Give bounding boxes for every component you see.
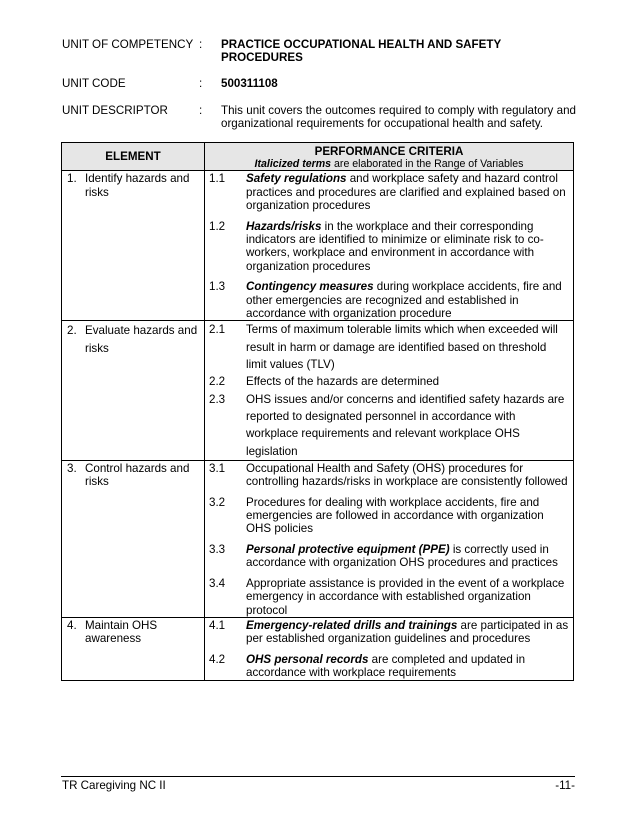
criterion-number: 3.3	[209, 542, 226, 556]
unit-code-label: UNIT CODE	[62, 77, 126, 90]
criterion-term: Contingency measures	[246, 280, 374, 294]
footer-title: TR Caregiving NC II	[62, 779, 166, 792]
criterion-text	[246, 496, 570, 536]
unit-of-competency-value: PRACTICE OCCUPATIONAL HEALTH AND SAFETY PROCEDURES	[221, 38, 501, 65]
competency-table	[61, 142, 574, 681]
element-text: Evaluate hazards and risks	[85, 324, 198, 355]
unit-code-value: 500311108	[221, 77, 278, 90]
criterion-body: Effects of the hazards are determined	[246, 375, 440, 389]
table-row	[62, 321, 574, 460]
unit-descriptor-value: This unit covers the outcomes required to comply with regulatory and organizational requirements for occupational health and safety.	[221, 104, 576, 131]
colon: :	[199, 77, 203, 90]
element-cell	[62, 460, 205, 617]
element-number: 2.	[67, 324, 77, 338]
criterion-item	[205, 653, 573, 680]
criterion-text	[246, 653, 570, 680]
element-item	[62, 171, 204, 199]
criterion-item	[205, 321, 573, 373]
criterion-text	[246, 280, 570, 320]
element-number: 4.	[67, 618, 77, 632]
colon: :	[199, 38, 203, 51]
criterion-number: 4.1	[209, 618, 226, 632]
criteria-header-title: PERFORMANCE CRITERIA	[314, 145, 464, 158]
criterion-item	[205, 618, 573, 646]
table-header-row	[62, 143, 574, 171]
criterion-body: during workplace accidents, fire and other emergencies are recognized and established in accordance with organization procedure	[246, 280, 562, 321]
criterion-term: Hazards/risks	[246, 219, 322, 233]
criterion-body: in the workplace and their corresponding indicators are identified to minimize or eliminate risk to co-workers, workplace and environment in accordance with organization procedures	[246, 219, 544, 273]
table-row	[62, 460, 574, 617]
criterion-text	[246, 220, 570, 274]
criterion-text	[246, 373, 570, 390]
unit-of-competency-label: UNIT OF COMPETENCY	[62, 38, 194, 51]
criterion-term: Safety regulations	[246, 172, 347, 186]
criterion-item	[205, 543, 573, 570]
criterion-number: 2.2	[209, 375, 226, 389]
footer-rule	[61, 776, 575, 777]
criterion-item	[205, 280, 573, 320]
criterion-body: and workplace safety and hazard control practices and procedures are clarified and explained based on organization procedures	[246, 172, 566, 213]
criteria-cell	[205, 171, 574, 321]
criterion-body: Terms of maximum tolerable limits which when exceeded will result in harm or damage are identified based on threshold limit values (TLV)	[246, 323, 558, 372]
criterion-item	[205, 577, 573, 617]
criteria-cell	[205, 460, 574, 617]
criterion-number: 2.1	[209, 323, 226, 337]
criterion-term: Personal protective equipment (PPE)	[246, 542, 450, 556]
unit-descriptor-row	[62, 104, 582, 131]
criterion-item	[205, 496, 573, 536]
element-text: Maintain OHS awareness	[85, 618, 158, 646]
criterion-item	[205, 391, 573, 460]
criteria-header-note	[205, 158, 573, 170]
table-row	[62, 617, 574, 680]
criterion-text	[246, 391, 570, 460]
criterion-body: are participated in as per established organization guidelines and procedures	[246, 618, 569, 646]
unit-descriptor-label: UNIT DESCRIPTOR	[62, 104, 168, 117]
criterion-text	[246, 619, 570, 646]
criterion-text	[246, 172, 570, 212]
criterion-text	[246, 321, 570, 373]
criterion-body: Appropriate assistance is provided in the event of a workplace emergency in accordance with established organization protocol	[246, 576, 565, 617]
element-cell	[62, 617, 205, 680]
criterion-number: 3.2	[209, 495, 226, 509]
criteria-note-text: are elaborated in the Range of Variables	[331, 158, 524, 171]
criterion-body: are completed and updated in accordance with workplace requirements	[246, 652, 526, 680]
criterion-body: is correctly used in accordance with organization OHS procedures and practices	[246, 542, 558, 570]
criteria-cell	[205, 617, 574, 680]
criterion-number: 1.2	[209, 219, 226, 233]
criteria-column-header	[205, 143, 574, 171]
element-cell	[62, 321, 205, 460]
criterion-item	[205, 171, 573, 212]
unit-code-row	[62, 77, 582, 90]
criterion-number: 1.3	[209, 280, 226, 294]
criterion-body: Occupational Health and Safety (OHS) procedures for controlling hazards/risks in workplace are consistently followed	[246, 461, 568, 489]
criterion-item	[205, 373, 573, 390]
criteria-note-emphasis: Italicized terms	[254, 158, 332, 171]
criterion-number: 1.1	[209, 172, 226, 186]
element-text: Control hazards and risks	[85, 461, 190, 489]
criterion-number: 3.1	[209, 461, 226, 475]
criteria-cell	[205, 321, 574, 460]
criterion-term: Emergency-related drills and trainings	[246, 618, 458, 632]
criterion-item	[205, 461, 573, 489]
criterion-body: Procedures for dealing with workplace accidents, fire and emergencies are followed in accordance with organization OHS policies	[246, 495, 544, 536]
criterion-number: 3.4	[209, 576, 226, 590]
criterion-body: OHS issues and/or concerns and identified safety hazards are reported to designated personnel in accordance with workplace requirements and relevant workplace OHS legislation	[246, 392, 565, 458]
table-row	[62, 171, 574, 321]
element-item	[62, 321, 204, 357]
criterion-text	[246, 543, 570, 570]
criterion-term: OHS personal records	[246, 652, 369, 666]
colon: :	[199, 104, 203, 117]
unit-of-competency-row	[62, 38, 582, 65]
criterion-text	[246, 462, 570, 489]
page-number: -11-	[555, 779, 575, 792]
element-text: Identify hazards and risks	[85, 172, 190, 199]
criterion-number: 2.3	[209, 392, 226, 406]
element-item	[62, 618, 204, 646]
element-item	[62, 461, 204, 489]
element-cell	[62, 171, 205, 321]
element-number: 3.	[67, 461, 77, 475]
criterion-text	[246, 577, 570, 617]
criterion-item	[205, 220, 573, 274]
criterion-number: 4.2	[209, 652, 226, 666]
element-column-header: ELEMENT	[62, 143, 205, 171]
element-number: 1.	[67, 172, 77, 186]
